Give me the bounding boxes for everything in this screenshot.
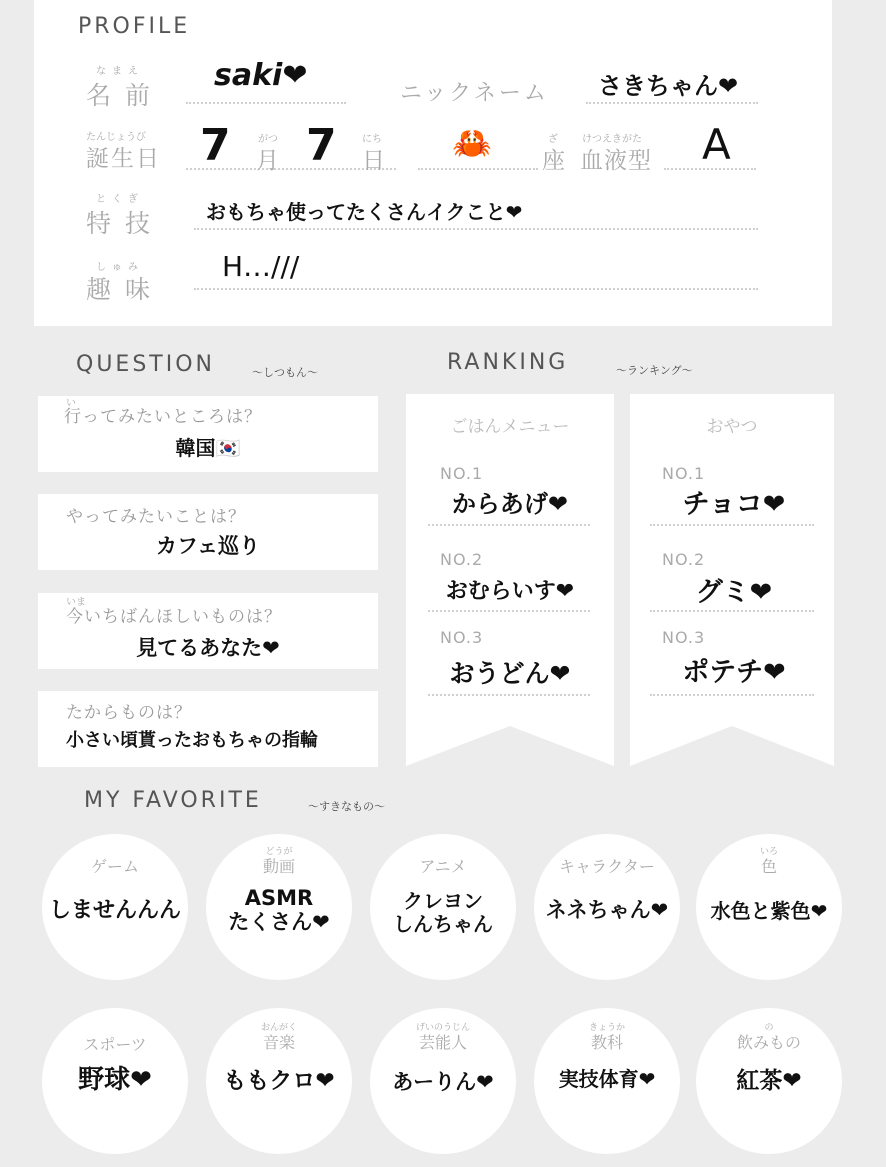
food-rank-2-no: NO.2 — [440, 550, 484, 569]
favorite-celebrity-category: 芸能人 — [418, 1033, 467, 1052]
hobby-value: H…/// — [222, 250, 300, 283]
favorite-drink-ruby: の — [764, 1023, 774, 1033]
hobby-label: 趣味 — [86, 275, 165, 304]
favorite-music-ruby: おんがく — [260, 1023, 297, 1033]
favorite-game-value: しませんんん — [48, 898, 181, 923]
favorite-game-category: ゲーム — [90, 857, 139, 876]
favorite-color-value: 水色と紫色❤ — [710, 899, 828, 923]
skill-label: 特技 — [86, 209, 165, 238]
question-2-label: やってみたいことは？ — [66, 507, 246, 527]
favorite-celebrity-ruby: げいのうじん — [415, 1023, 470, 1033]
snack-rank-2-value: グミ❤ — [695, 577, 773, 608]
birthday-month: 7 — [200, 120, 231, 171]
favorite-video-ruby: どうが — [265, 847, 293, 857]
nickname-label: ニックネーム — [400, 81, 549, 106]
favorite-circle-subject — [534, 1008, 680, 1154]
food-rank-3-no: NO.3 — [440, 628, 484, 647]
question-3-answer: 見てるあなた❤ — [136, 636, 280, 660]
favorite-circle-anime — [370, 834, 516, 980]
favorite-circle-character — [534, 834, 680, 980]
zodiac-label: 座 — [542, 148, 579, 174]
favorite-circle-drink — [696, 1008, 842, 1154]
question-2-answer: カフェ巡り — [156, 534, 260, 558]
question-3-ruby: いま — [66, 597, 86, 608]
favorite-circle-color — [696, 834, 842, 980]
favorite-subject-category: 教科 — [590, 1033, 623, 1052]
skill-ruby: とくぎ — [96, 194, 144, 205]
question-heading: QUESTION — [76, 352, 215, 377]
favorite-sports-value: 野球❤ — [78, 1065, 152, 1095]
favorite-circle-music — [206, 1008, 352, 1154]
favorite-sub: 〜すきなもの〜 — [308, 800, 385, 813]
month-ruby: がつ — [258, 134, 278, 145]
zodiac-ruby: ざ — [548, 134, 558, 145]
favorite-character-category: キャラクター — [559, 857, 655, 876]
blood-value: A — [702, 120, 731, 169]
food-rank-3-value: おうどん❤ — [449, 659, 571, 688]
favorite-subject-value: 実技体育❤ — [558, 1067, 656, 1091]
favorite-anime-category: アニメ — [419, 857, 467, 876]
ranking-sub: 〜ランキング〜 — [616, 364, 693, 377]
question-sub: 〜しつもん〜 — [252, 366, 318, 379]
ranking-snack-title: おやつ — [706, 417, 758, 437]
favorite-circle-sports — [42, 1008, 188, 1154]
ranking-food-title: ごはんメニュー — [450, 417, 570, 437]
name-label: 名前 — [86, 81, 165, 110]
question-1-answer: 韓国🇰🇷 — [175, 436, 241, 460]
birthday-label: 誕生日 — [86, 146, 161, 172]
favorite-circle-video — [206, 834, 352, 980]
snack-rank-1-value: チョコ❤ — [682, 489, 786, 520]
favorite-drink-category: 飲みもの — [736, 1033, 801, 1052]
favorite-color-ruby: いろ — [759, 847, 778, 857]
birthday-day: 7 — [306, 120, 337, 171]
question-1-label: 行ってみたいところは？ — [64, 407, 262, 427]
question-1-ruby: い — [66, 398, 82, 409]
name-value: saki❤ — [214, 58, 308, 93]
favorite-video-value: ASMR たくさん❤ — [228, 886, 330, 935]
question-4-label: たからものは？ — [66, 703, 192, 723]
question-4-answer: 小さい頃貰ったおもちゃの指輪 — [66, 730, 318, 751]
favorite-video-category: 動画 — [262, 857, 295, 876]
favorite-color-category: 色 — [760, 857, 777, 876]
hobby-ruby: しゅみ — [96, 262, 144, 273]
favorite-celebrity-value: あーりん❤ — [392, 1070, 494, 1094]
blood-label: 血液型 — [580, 148, 652, 174]
birthday-ruby: たんじょうび — [86, 132, 146, 143]
food-rank-2-value: おむらいす❤ — [445, 579, 575, 604]
snack-rank-3-value: ポテチ❤ — [682, 657, 786, 688]
day-ruby: にち — [362, 134, 382, 145]
favorite-music-category: 音楽 — [262, 1033, 295, 1052]
blood-ruby: けつえきがた — [582, 134, 642, 145]
favorite-circle-celebrity — [370, 1008, 516, 1154]
crab-icon: 🦀 — [452, 124, 492, 162]
profile-heading: PROFILE — [78, 14, 191, 39]
favorite-drink-value: 紅茶❤ — [736, 1068, 802, 1094]
snack-rank-1-no: NO.1 — [662, 464, 706, 483]
favorite-subject-ruby: きょうか — [588, 1023, 625, 1033]
question-3-label: 今いちばんほしいものは？ — [66, 607, 282, 627]
favorite-character-value: ネネちゃん❤ — [545, 898, 669, 922]
ranking-heading: RANKING — [447, 350, 569, 375]
nickname-value: さきちゃん❤ — [598, 72, 739, 100]
month-label: 月 — [256, 148, 293, 174]
favorite-music-value: ももクロ❤ — [223, 1068, 335, 1094]
food-rank-1-no: NO.1 — [440, 464, 484, 483]
name-ruby: なまえ — [96, 66, 144, 77]
food-rank-1-value: からあげ❤ — [451, 490, 569, 518]
favorite-sports-category: スポーツ — [83, 1035, 147, 1054]
day-label: 日 — [362, 148, 399, 174]
snack-rank-3-no: NO.3 — [662, 628, 706, 647]
favorite-circle-game — [42, 834, 188, 980]
snack-rank-2-no: NO.2 — [662, 550, 706, 569]
favorite-heading: MY FAVORITE — [84, 788, 262, 813]
skill-value: おもちゃ使ってたくさんイクこと❤ — [206, 200, 523, 224]
favorite-anime-value: クレヨン しんちゃん — [393, 889, 493, 936]
